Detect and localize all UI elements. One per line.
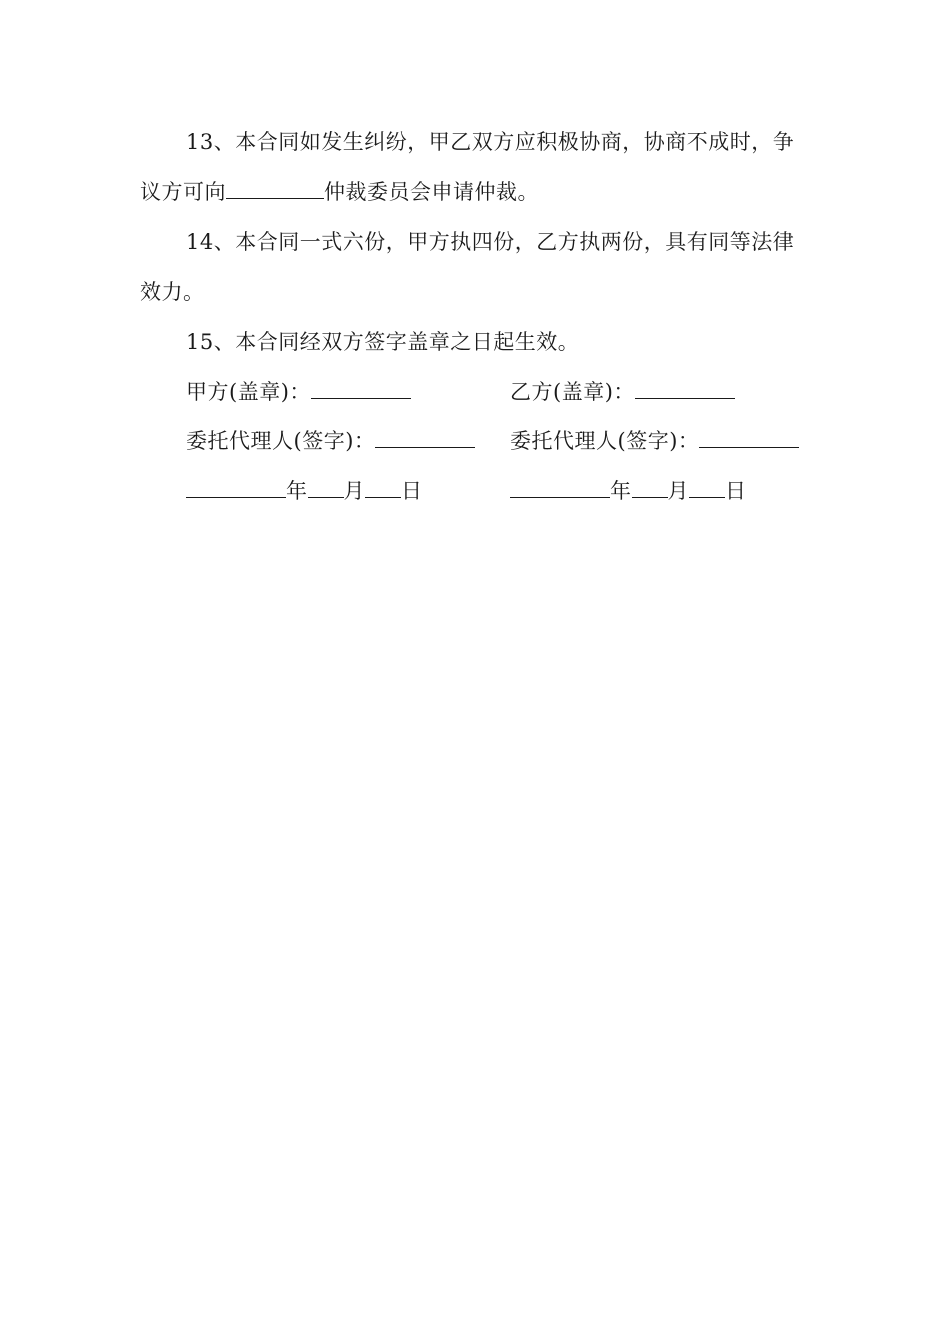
party-b-year-blank[interactable] [510,479,610,498]
party-a-day-label: 日 [401,479,423,503]
party-b-day-blank[interactable] [689,479,725,498]
party-a-date-line [186,477,423,505]
clause-13-text-before: 13、本合同如发生纠纷，甲乙双方应积极协商，协商不成时，争议方可向 [140,130,795,204]
party-b-month-label: 月 [667,479,689,503]
party-a-month-blank[interactable] [308,479,344,498]
clause-13-text-after: 仲裁委员会申请仲裁。 [324,180,539,204]
party-a-agent-blank[interactable] [375,429,475,448]
party-a-agent-line [186,427,475,455]
party-b-agent-line [510,427,799,455]
party-b-seal-blank[interactable] [635,380,735,399]
party-b-date-line [510,477,747,505]
party-b-seal-label: 乙方(盖章)： [510,380,635,404]
party-b-agent-label: 委托代理人(签字)： [510,429,700,453]
arbitration-committee-blank[interactable] [226,180,324,199]
party-a-year-blank[interactable] [186,479,286,498]
party-b-seal-line [510,378,735,406]
party-a-seal-label: 甲方(盖章)： [186,380,311,404]
party-b-month-blank[interactable] [632,479,668,498]
party-b-day-label: 日 [725,479,747,503]
party-a-seal-line [186,378,411,406]
party-a-agent-label: 委托代理人(签字)： [186,429,376,453]
party-a-day-blank[interactable] [365,479,401,498]
party-a-month-label: 月 [343,479,365,503]
party-b-year-label: 年 [610,479,632,503]
clause-15: 15、本合同经双方签字盖章之日起生效。 [186,330,580,354]
clause-13 [140,117,812,217]
clause-14: 14、本合同一式六份，甲方执四份，乙方执两份，具有同等法律效力。 [140,230,795,304]
party-b-agent-blank[interactable] [699,429,799,448]
party-a-year-label: 年 [286,479,308,503]
party-a-seal-blank[interactable] [311,380,411,399]
